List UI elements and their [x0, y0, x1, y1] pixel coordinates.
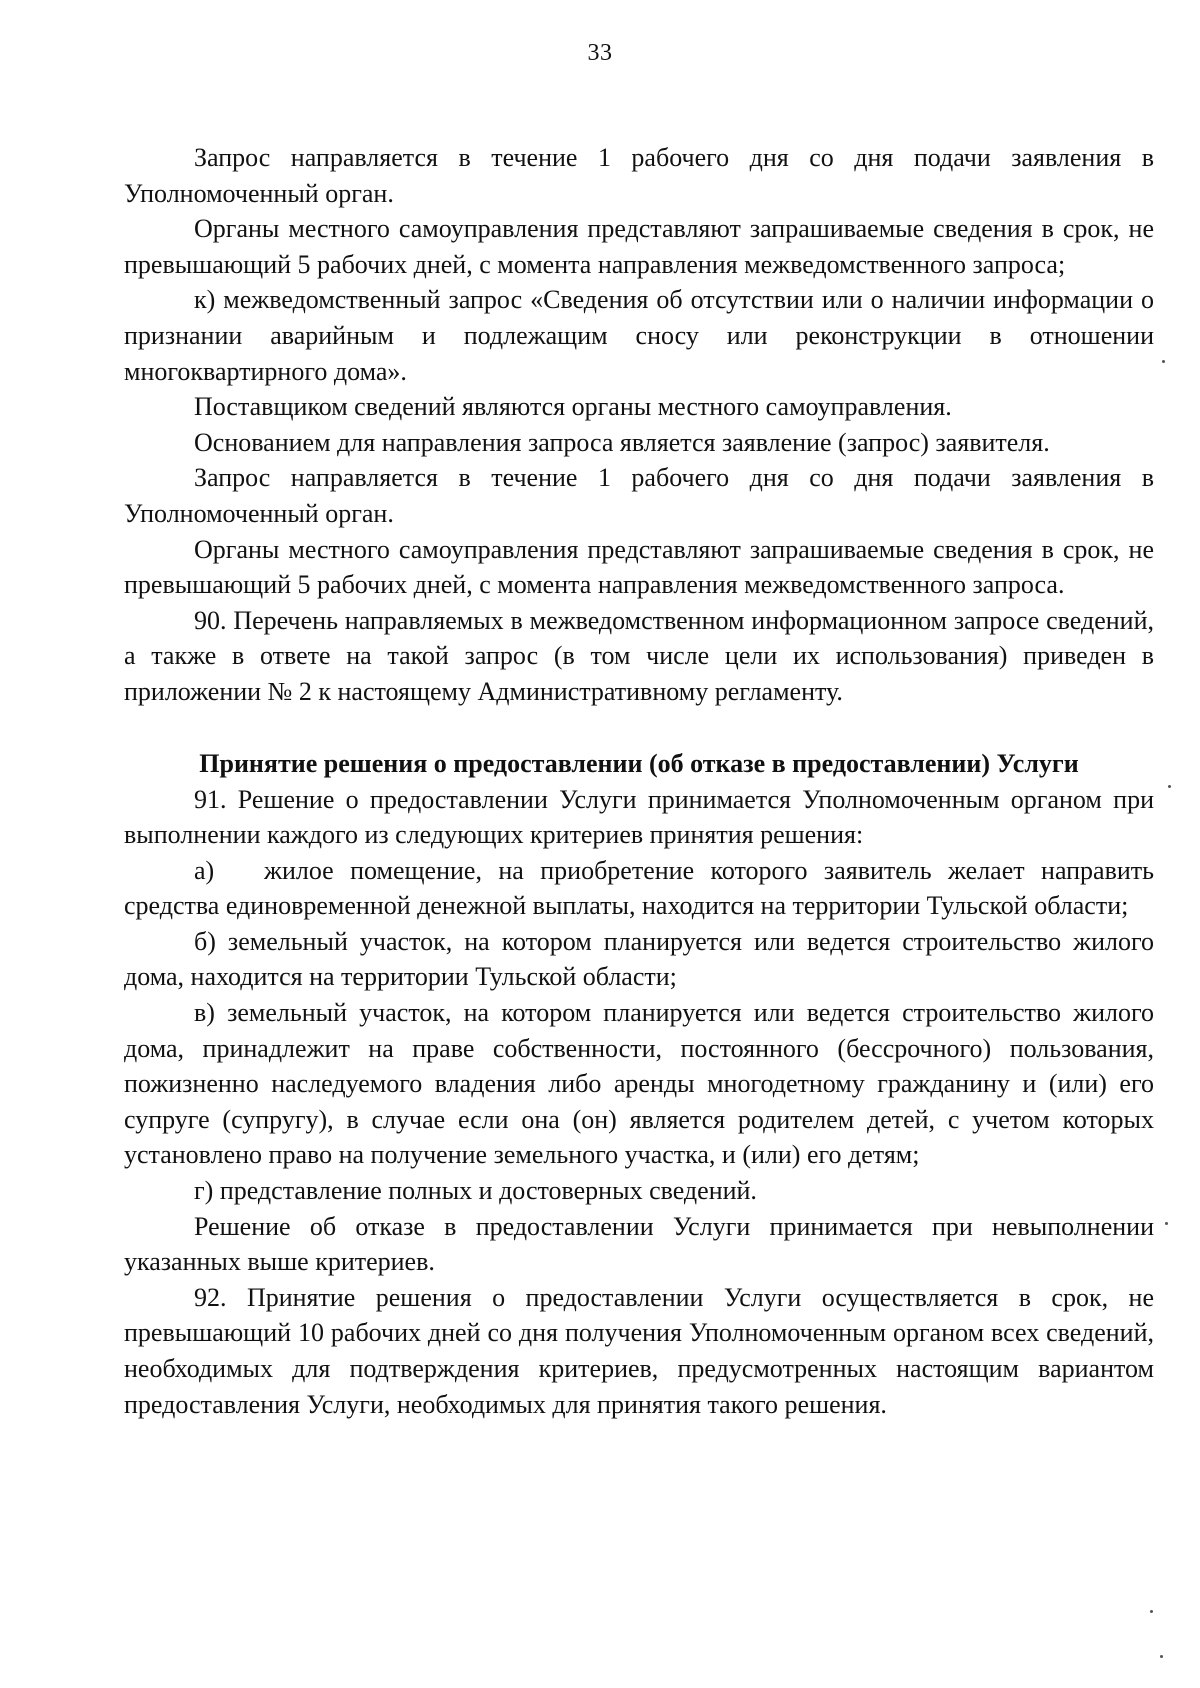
paragraph-91: 91. Решение о предоставлении Услуги принимается Уполномоченным органом при выполнении каждого из следующих критериев принятия решения: [124, 784, 1154, 850]
scan-speck [1162, 360, 1165, 363]
paragraph-local-authorities-1: Органы местного самоуправления представляют запрашиваемые сведения в срок, не превышающий 5 рабочих дней, с момента направления межведомственного запроса; [124, 214, 1154, 279]
paragraph-basis: Основанием для направления запроса является заявление (запрос) заявителя. [194, 427, 1050, 457]
paragraph-90: 90. Перечень направляемых в межведомственном информационном запросе сведений, а также в ответе на такой запрос (в том числе цели их использования) приведен в приложении № 2 к настоящему Административному регламенту. [124, 605, 1154, 706]
criterion-b: б) земельный участок, на котором планируется или ведется строительство жилого дома, находится на территории Тульской области; [124, 926, 1154, 992]
paragraph-request-deadline-1: Запрос направляется в течение 1 рабочего дня со дня подачи заявления в Уполномоченный орган. [124, 143, 1154, 208]
paragraph-supplier: Поставщиком сведений являются органы местного самоуправления. [194, 392, 952, 422]
section-heading: Принятие решения о предоставлении (об отказе в предоставлении) Услуги [199, 748, 1079, 778]
scan-speck [1165, 1222, 1168, 1225]
document-body [124, 140, 1154, 1422]
paragraph-item-k: к) межведомственный запрос «Сведения об отсутствии или о наличии информации о признании аварийным и подлежащим сносу или реконструкции в отношении многоквартирного дома». [124, 285, 1154, 386]
criterion-v: в) земельный участок, на котором планируется или ведется строительство жилого дома, принадлежит на праве собственности, постоянного (бессрочного) пользования, пожизненно наследуемого владения либо аренды многодетному гражданину и (или) его супруге (супругу), в случае если она (он) является родителем детей, с учетом которых установлено право на получение земельного участка, и (или) его детям; [124, 998, 1154, 1170]
paragraph-refusal: Решение об отказе в предоставлении Услуги принимается при невыполнении указанных выше критериев. [124, 1211, 1154, 1277]
paragraph-92: 92. Принятие решения о предоставлении Услуги осуществляется в срок, не превышающий 10 рабочих дней со дня получения Уполномоченным органом всех сведений, необходимых для подтверждения критериев, предусмотренных настоящим вариантом предоставления Услуги, необходимых для принятия такого решения. [124, 1282, 1154, 1419]
criterion-a-text: жилое помещение, на приобретение которого заявитель желает направить средства единовременной денежной выплаты, находится на территории Тульской области; [124, 855, 1154, 921]
page-number: 33 [587, 40, 613, 66]
criterion-a-marker: а) [194, 855, 215, 885]
criterion-a [124, 853, 1154, 924]
paragraph-request-deadline-2: Запрос направляется в течение 1 рабочего дня со дня подачи заявления в Уполномоченный орган. [124, 463, 1154, 528]
criterion-g: г) представление полных и достоверных сведений. [194, 1176, 757, 1206]
scan-speck [1150, 1610, 1153, 1613]
scan-speck [1160, 1655, 1163, 1658]
scan-speck [1168, 785, 1171, 788]
paragraph-local-authorities-2: Органы местного самоуправления представляют запрашиваемые сведения в срок, не превышающий 5 рабочих дней, с момента направления межведомственного запроса. [124, 534, 1154, 600]
